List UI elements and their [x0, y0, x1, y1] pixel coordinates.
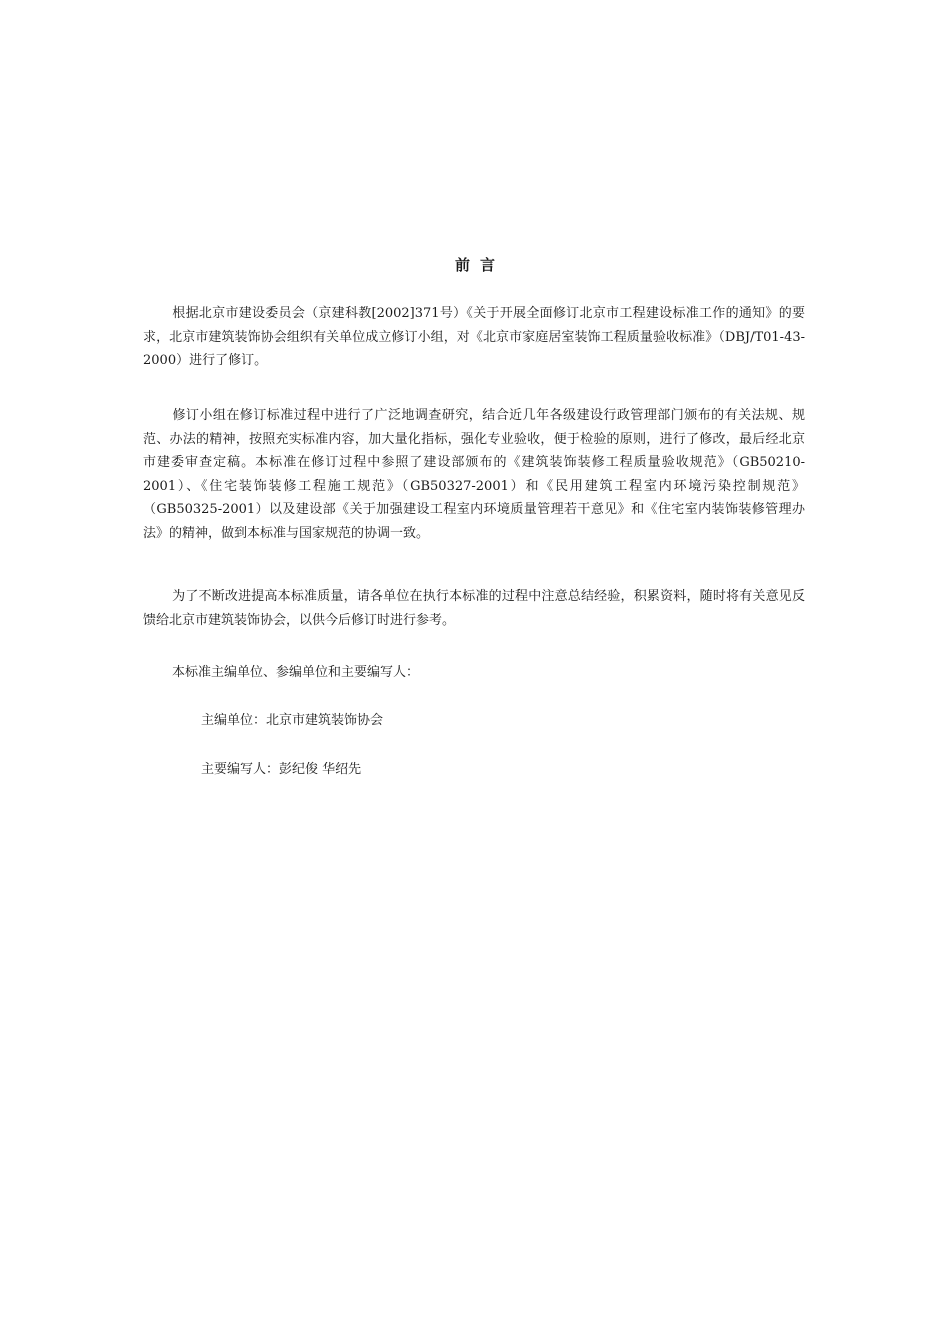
paragraph-4 [143, 661, 805, 685]
title-char-2: 言 [480, 256, 496, 274]
paragraph-2-text: 修订小组在修订标准过程中进行了广泛地调查研究，结合近几年各级建设行政管理部门颁布的有关法规、规范、办法的精神，按照充实标准内容，加大量化指标，强化专业验收，便于检验的原则，进行了修改，最后经北京市建委审查定稿。本标准在修订过程中参照了建设部颁布的《建筑装饰装修工程质量验收规范》（GB50210-2001）、《住宅装饰装修工程施工规范》（GB50327-2001）和《民用建筑工程室内环境污染控制规范》（GB50325-2001）以及建设部《关于加强建设工程室内环境质量管理若干意见》和《住宅室内装饰装修管理办法》的精神，做到本标准与国家规范的协调一致。 [143, 408, 805, 541]
paragraph-1 [143, 302, 805, 373]
page-title [0, 254, 950, 275]
paragraph-3 [143, 585, 805, 632]
paragraph-3-text: 为了不断改进提高本标准质量，请各单位在执行本标准的过程中注意总结经验，积累资料，随时将有关意见反馈给北京市建筑装饰协会，以供今后修订时进行参考。 [143, 589, 805, 628]
paragraph-2 [143, 404, 805, 545]
chief-unit-line: 主编单位：北京市建筑装饰协会 [201, 713, 384, 728]
chief-authors-line: 主要编写人：彭纪俊 华绍先 [201, 762, 362, 777]
title-char-1: 前 [454, 256, 470, 274]
paragraph-1-text: 根据北京市建设委员会（京建科教[2002]371号）《关于开展全面修订北京市工程建设标准工作的通知》的要求，北京市建筑装饰协会组织有关单位成立修订小组，对《北京市家庭居室装饰工程质量验收标准》（DBJ/T01-43-2000）进行了修订。 [143, 306, 805, 368]
paragraph-4-text: 本标准主编单位、参编单位和主要编写人： [172, 665, 420, 680]
